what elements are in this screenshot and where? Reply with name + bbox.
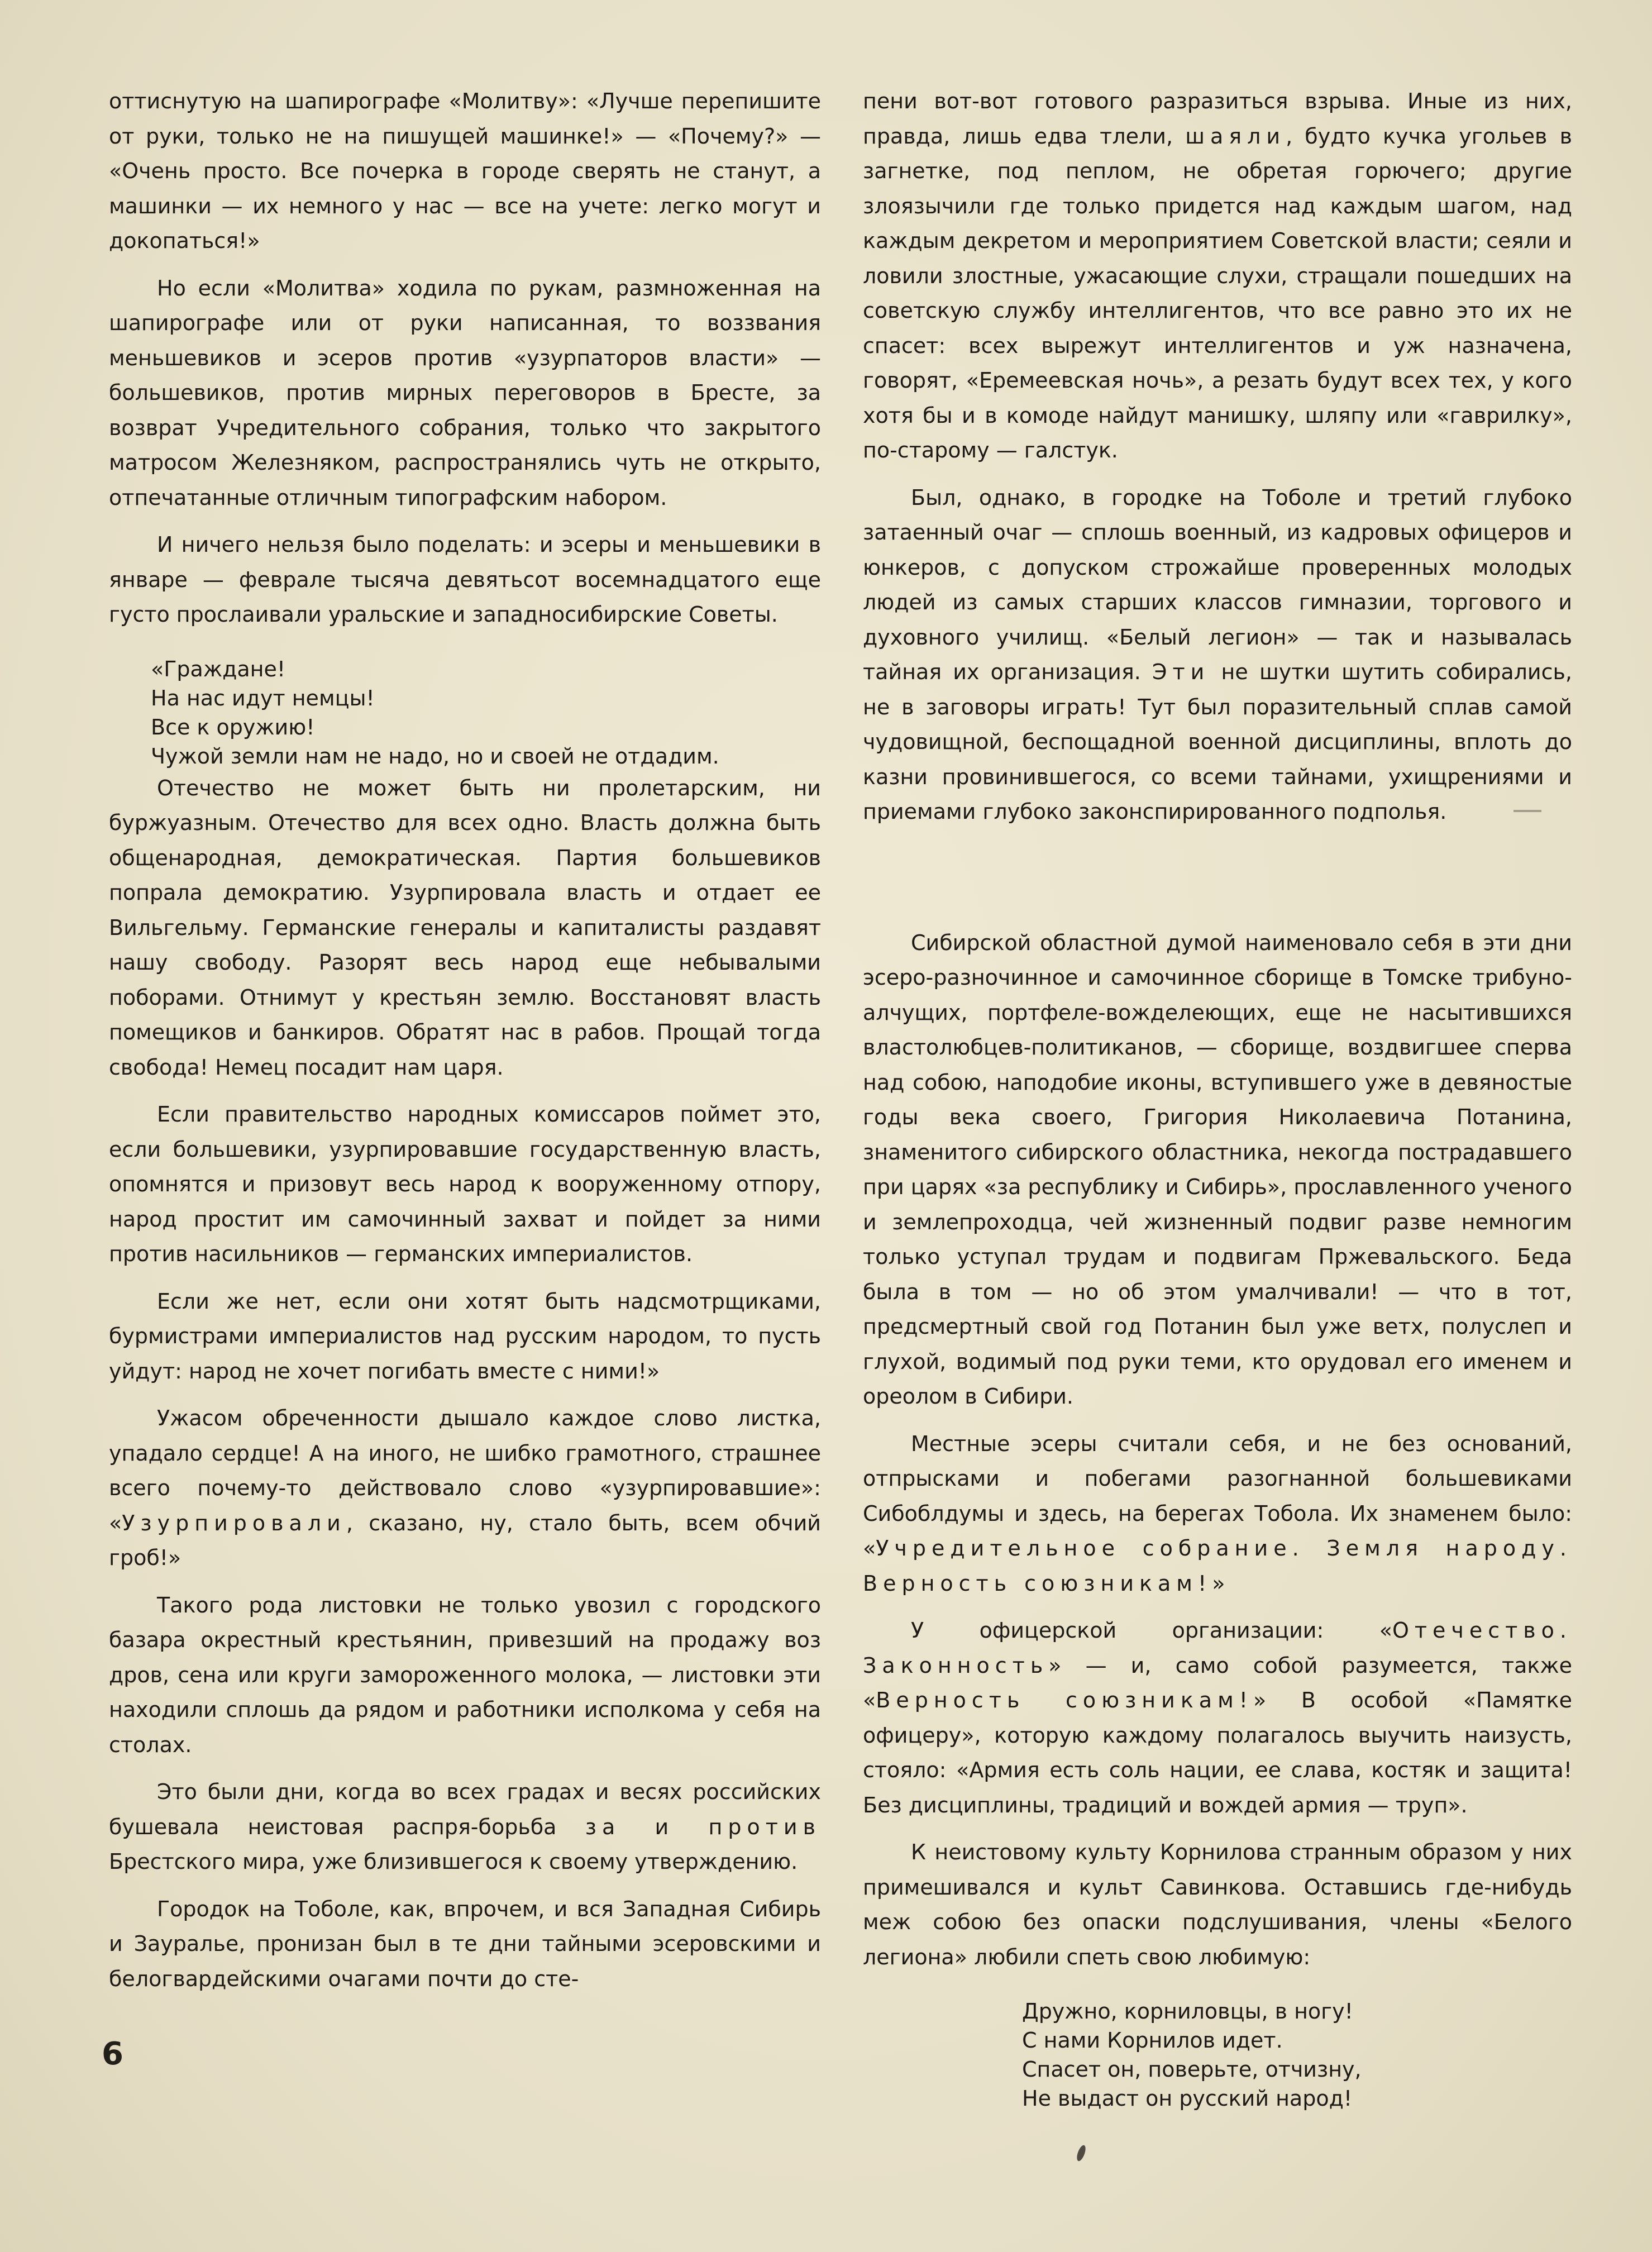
- verse-line: Дружно, корниловцы, в ногу!: [1022, 1999, 1353, 2024]
- spaced-word: Узурпировали: [122, 1510, 346, 1535]
- text-run: Брестского мира, уже близившегося к своему утверждению.: [109, 1849, 798, 1874]
- paragraph: [109, 1774, 821, 1879]
- section-break: [863, 842, 1572, 925]
- spaced-word: Эти: [1152, 660, 1210, 684]
- text-run: Это были дни, когда во всех градах и весях российских бушевала неистовая распря-борьба: [109, 1779, 821, 1839]
- text-run: Ужасом обреченности дышало каждое слово листка, упадало сердце! А на иного, не шибко грамотного, страшнее всего почему-то действовало слово «узурпировавшие»: «: [109, 1406, 821, 1535]
- spaced-phrase: Верность союзникам!: [876, 1688, 1253, 1712]
- text-run: пени вот-вот готового разразиться взрыва. Иные из них, правда, лишь едва тлели,: [863, 89, 1572, 149]
- quote-line: Все к оружию!: [151, 714, 315, 739]
- paragraph: Если же нет, если они хотят быть надсмотрщиками, бурмистрами империалистов над русским народом, то пусть уйдут: народ не хочет погибать вместе с ними!»: [109, 1289, 821, 1383]
- spaced-word: шаяли: [1185, 123, 1286, 149]
- paragraph: [109, 1401, 821, 1576]
- text-run: , будто кучка угольев в загнетке, под пеплом, не обретая горючего; другие злоязычили где только придется над каждым шагом, над каждым декретом и мероприятием Советской власти; сеяли и ловили злостные, ужасающие слухи, стращали пошедших на советскую службу интеллигентов, что все равно это их не спасет: всех вырежут интеллигентов и уж назначена, говорят, «Еремеевская ночь», а резать будут всех тех, у кого хотя бы и в комоде найдут манишку, шляпу или «гаврилку», по-старому — галстук.: [863, 123, 1572, 462]
- paragraph: Такого рода листовки не только увозил с городского базара окрестный крестьянин, привезший на продажу воз дров, сена или круги замороженного молока, — листовки эти находили сплошь да рядом и работники исполкома у себя на столах.: [109, 1592, 821, 1757]
- leaflet-quote: [151, 655, 821, 771]
- text-run: » В особой «Памятке офицеру», которую каждому полагалось выучить наизусть, стояло: «Армия есть соль нации, ее слава, костяк и защита! Без дисциплины, традиций и вождей армия — труп».: [863, 1688, 1572, 1817]
- paragraph: Если правительство народных комиссаров поймет это, если большевики, узурпировавшие государственную власть, опомнятся и призовут весь народ к вооруженному отпору, народ простит им самочинный захват и пойдет за ними против насильников — германских империалистов.: [109, 1102, 821, 1266]
- paragraph: Отечество не может быть ни пролетарским, ни буржуазным. Отечество для всех одно. Власть должна быть общенародная, демократическая. Партия большевиков попрала демократию. Узурпировала власть и отдает ее Вильгельму. Германские генералы и капиталисты раздавят нашу свободу. Разорят весь народ еще небывалыми поборами. Отнимут у крестьян землю. Восстановят власть помещиков и банкиров. Обратят нас в рабов. Прощай тогда свобода! Немец посадит нам царя.: [109, 775, 821, 1080]
- verse-line: Не выдаст он русский народ!: [1022, 2086, 1353, 2111]
- text-run: Местные эсеры считали себя, и не без оснований, отпрысками и побегами разогнанной большевиками Сибоблдумы и здесь, на берегах Тобола. Их знаменем было: «: [863, 1431, 1572, 1561]
- paragraph: Но если «Молитва» ходила по рукам, размноженная на шапирографе или от руки написанная, то воззвания меньшевиков и эсеров против «узурпаторов власти» — большевиков, против мирных переговоров в Бресте, за возврат Учредительного собрания, только что закрытого матросом Железняком, распространялись чуть не открыто, отпечатанные отличным типографским набором.: [109, 275, 821, 510]
- text-run: » — и, само собой разумеется, также «: [863, 1653, 1572, 1712]
- spaced-phrase: Учредительное собрание. Земля народу. Верность союзникам!: [863, 1536, 1572, 1596]
- ink-smudge: [1075, 2144, 1087, 2162]
- paragraph: оттиснутую на шапирографе «Молитву»: «Лучше перепишите от руки, только не на пишущей машинке!» — «Почему?» — «Очень просто. Все почерка в городе сверять не станут, а машинки — их немного у нас — все на учете: легко могут и докопаться!»: [109, 89, 821, 253]
- paragraph: Городок на Тоболе, как, впрочем, и вся Западная Сибирь и Зауралье, пронизан был в те дни тайными эсеровскими и белогвардейскими очагами почти до сте-: [109, 1896, 821, 1991]
- spaced-phrase: Отечество. Законность: [863, 1618, 1572, 1678]
- text-run: У офицерской организации: «: [911, 1618, 1392, 1643]
- paragraph: [863, 1613, 1572, 1822]
- paragraph: К неистовому культу Корнилова странным образом у них примешивался и культ Савинкова. Оставшись где-нибудь меж собою без опаски подслушивания, члены «Белого легиона» любили спеть свою любимую:: [863, 1840, 1572, 1969]
- paragraph: [863, 480, 1572, 829]
- paragraph: [863, 1426, 1572, 1601]
- quote-line: На нас идут немцы!: [151, 685, 375, 710]
- spaced-word: за и против: [585, 1814, 821, 1839]
- text-run: »: [1212, 1571, 1225, 1596]
- text-run: , сказано, ну, стало быть, всем обчий гроб!»: [109, 1510, 821, 1570]
- song-verse: [1022, 1997, 1572, 2113]
- paragraph: [863, 84, 1572, 468]
- paragraph: И ничего нельзя было поделать: и эсеры и меньшевики в январе — феврале тысяча девятьсот восемнадцатого еще густо прослаивали уральские и западносибирские Советы.: [109, 532, 821, 627]
- ornament-mark: [1513, 810, 1541, 812]
- quote-line: Чужой земли нам не надо, но и своей не отдадим.: [151, 743, 719, 769]
- verse-line: Спасет он, поверьте, отчизну,: [1022, 2057, 1362, 2082]
- paragraph: Сибирской областной думой наименовало себя в эти дни эсеро-разночинное и самочинное сборище в Томске трибуно-алчущих, портфеле-вожделеющих, еще не насытившихся властолюбцев-политиканов, — сборище, воздвигшее сперва над собою, наподобие иконы, вступившего уже в девяностые годы века своего, Григория Николаевича Потанина, знаменитого сибирского областника, некогда пострадавшего при царях «за республику и Сибирь», прославленного ученого и землепроходца, чей жизненный подвиг разве немногим только уступал трудам и подвигам Пржевальского. Беда была в том — но об этом умалчивали! — что в тот, предсмертный свой год Потанин был уже ветх, полуслеп и глухой, водимый под руки теми, кто орудовал его именем и ореолом в Сибири.: [863, 930, 1572, 1409]
- page-number: 6: [102, 2036, 123, 2072]
- verse-line: С нами Корнилов идет.: [1022, 2028, 1283, 2053]
- text-run: не шутки шутить собирались, не в заговоры играть! Тут был поразительный сплав самой чудовищной, беспощадной военной дисциплины, вплоть до казни провинившегося, со всеми тайнами, ухищрениями и приемами глубоко законспирированного подполья.: [863, 660, 1572, 824]
- right-column: [863, 84, 1572, 2113]
- quote-line: «Граждане!: [151, 656, 286, 681]
- left-column: [109, 84, 821, 2008]
- text-run: Был, однако, в городке на Тоболе и третий глубоко затаенный очаг — сплошь военный, из кадровых офицеров и юнкеров, с допуском строжайше проверенных молодых людей из самых старших классов гимназии, торгового и духовного училищ. «Белый легион» — так и называлась тайная их организация.: [863, 485, 1572, 684]
